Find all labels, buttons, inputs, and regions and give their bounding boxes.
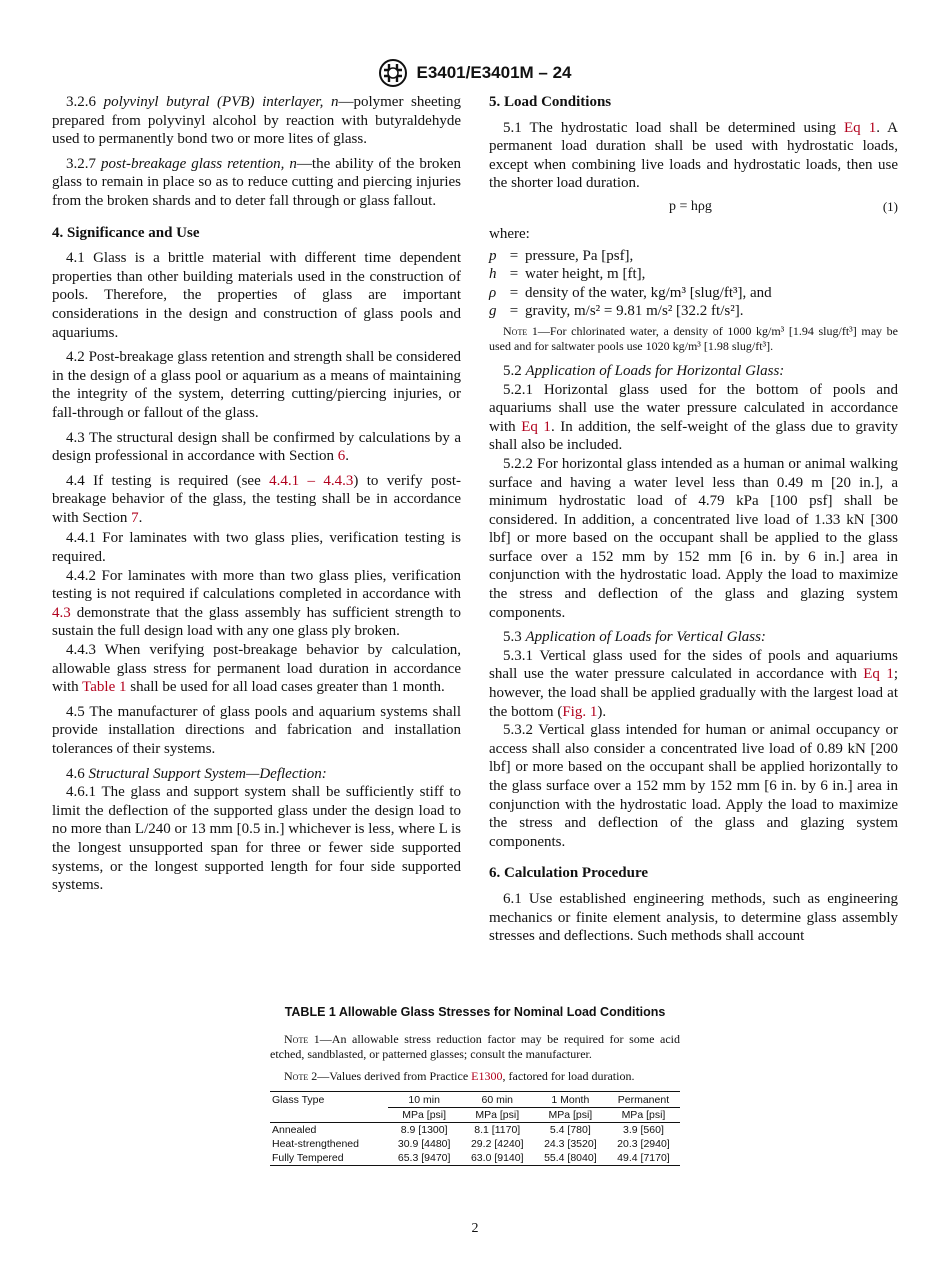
table-cell: 24.3 [3520] xyxy=(544,1138,597,1150)
column-unit: MPa [psi] xyxy=(607,1108,680,1123)
table-cell: 8.1 [1170] xyxy=(474,1124,521,1136)
table-row xyxy=(270,1137,680,1151)
definition-text: gravity, m/s² = 9.81 m/s² [32.2 ft/s²]. xyxy=(525,303,744,320)
definition-symbol: ρ xyxy=(489,284,497,301)
page-header xyxy=(0,58,950,88)
eq-1-link[interactable]: Eq 1 xyxy=(844,119,877,136)
paragraph-4-2: 4.2 Post-breakage glass retention and strength shall be considered in the design of a glass pool or aquarium as a means of maintaining the integrity of the system, deterring cutting/piercing injuries, or fall-through or fallout of the glass. xyxy=(52,349,461,421)
paragraph-5-1: 5.1 The hydrostatic load shall be determined using Eq 1. A permanent load duration shall be used with hydrostatic loads, except when combining live loads and hydrostatic loads, then use the shorter load duration. xyxy=(489,119,898,192)
right-column xyxy=(489,93,898,952)
equation-number: (1) xyxy=(882,198,898,214)
definition-text: pressure, Pa [psf], xyxy=(525,247,634,264)
definition-row xyxy=(489,247,898,266)
definition-text: density of the water, kg/m³ [slug/ft³], and xyxy=(525,284,772,301)
variable-definitions xyxy=(489,247,898,321)
section-6-heading: 6. Calculation Procedure xyxy=(489,865,649,882)
glass-type-cell: Heat-strengthened xyxy=(272,1138,359,1150)
paragraph-3-2-6: 3.2.6 polyvinyl butyral (PVB) interlayer, n—polymer sheeting prepared from polyvinyl alcohol by reaction with butyraldehyde used to permanently bond two or more lites of glass. xyxy=(52,94,462,148)
table-cell: 20.3 [2940] xyxy=(617,1138,670,1150)
figure-1-link[interactable]: Fig. 1 xyxy=(562,703,598,720)
paragraph-5-3-1: 5.3.1 Vertical glass used for the sides of pools and aquariums shall use the water pressure calculated in accordance with Eq 1; however, the load shall be applied gradually with the largest load at the bottom (Fig. 1). xyxy=(489,647,898,720)
section-4-3-link[interactable]: 4.3 xyxy=(52,604,71,621)
column-header: 60 min xyxy=(461,1092,534,1108)
column-header-glass-type: Glass Type xyxy=(270,1092,388,1108)
glass-type-cell: Fully Tempered xyxy=(270,1151,388,1166)
definition-symbol: p xyxy=(489,247,497,264)
table-1 xyxy=(270,1005,680,1166)
definition-equals: = xyxy=(509,266,519,283)
paragraph-4-1: 4.1 Glass is a brittle material with different time dependent properties than other building materials used in the construction of pools. Therefore, the properties of glass are important considerations in the design and construction of glass pools and aquariums. xyxy=(52,250,461,341)
paragraph-5-3: 5.3 Application of Loads for Vertical Glass: xyxy=(503,629,766,646)
table-note-1: Note 1—An allowable stress reduction factor may be required for some acid etched, sandblasted, or patterned glasses; consult the manufacturer. xyxy=(270,1032,680,1061)
paragraph-4-4-1: 4.4.1 For laminates with two glass plies, verification testing is required. xyxy=(52,530,461,566)
left-column xyxy=(52,93,461,901)
definition-symbol: g xyxy=(489,303,497,320)
table-1-title: TABLE 1 Allowable Glass Stresses for Nominal Load Conditions xyxy=(284,1005,666,1019)
definition-equals: = xyxy=(509,284,519,301)
table-row xyxy=(270,1123,680,1138)
definition-row xyxy=(489,302,898,321)
column-header: 10 min xyxy=(388,1092,461,1108)
column-unit: MPa [psi] xyxy=(534,1108,607,1123)
e1300-link[interactable]: E1300 xyxy=(471,1069,503,1083)
equation-expression: p = hρg xyxy=(669,198,712,214)
paragraph-5-2: 5.2 Application of Loads for Horizontal Glass: xyxy=(503,362,785,379)
definition-row xyxy=(489,284,898,303)
definition-symbol: h xyxy=(489,266,497,283)
definition-text: water height, m [ft], xyxy=(525,266,646,283)
table-cell: 3.9 [560] xyxy=(623,1124,664,1136)
stress-table xyxy=(270,1091,680,1166)
table-row xyxy=(270,1151,680,1166)
paragraph-4-4: 4.4 If testing is required (see 4.4.1 – 4.4.3) to verify post-breakage behavior of the glass, the testing shall be in accordance with Section 7. xyxy=(52,472,461,526)
page-number: 2 xyxy=(471,1221,479,1236)
section-4-heading: 4. Significance and Use xyxy=(52,224,200,241)
definition-equals: = xyxy=(509,303,519,320)
paragraph-4-6-1: 4.6.1 The glass and support system shall be sufficiently stiff to limit the deflection of the supported glass under the design load to no more than L/240 or 13 mm [0.5 in.] whichever is less, where L is the longest unsupported span for three or fewer side supported systems, or the longest supported length for four side supported systems. xyxy=(52,784,461,894)
section-7-link[interactable]: 7 xyxy=(131,509,139,526)
column-header: 1 Month xyxy=(534,1092,607,1108)
table-cell: 29.2 [4240] xyxy=(470,1138,524,1150)
table-cell: 65.3 [9470] xyxy=(388,1151,461,1166)
table-cell: 5.4 [780] xyxy=(549,1124,591,1136)
table-cell: 63.0 [9140] xyxy=(461,1151,534,1166)
definition-equals: = xyxy=(509,247,519,264)
document-designation: E3401/E3401M – 24 xyxy=(416,63,572,82)
paragraph-5-3-2: 5.3.2 Vertical glass intended for human or animal occupancy or access shall also consider a concentrated live load of 0.89 kN [200 lbf] or more based on the occupant shall be applied horizontally to the glass surface over a 152 mm by 152 mm [6 in. by 6 in.] area in conjunction with the hydrostatic load. Apply the load to maximize the stress and deflection of the glass and glazing system components. xyxy=(489,722,898,850)
glass-type-cell: Annealed xyxy=(272,1124,317,1136)
where-label: where: xyxy=(489,225,530,242)
table-note-2: Note 2—Values derived from Practice E1300, factored for load duration. xyxy=(284,1069,635,1083)
paragraph-4-5: 4.5 The manufacturer of glass pools and aquarium systems shall provide installation directions and fabrication and installation tolerances of their systems. xyxy=(52,703,461,757)
paragraph-3-2-7: 3.2.7 post-breakage glass retention, n—the ability of the broken glass to remain in place so as to reduce cutting and piercing injuries from the broken shards and to deter fall through or glass fallout. xyxy=(52,155,462,209)
eq-1-link[interactable]: Eq 1 xyxy=(521,418,551,435)
table-cell: 55.4 [8040] xyxy=(534,1151,607,1166)
column-unit: MPa [psi] xyxy=(461,1108,534,1123)
eq-1-link[interactable]: Eq 1 xyxy=(863,666,894,683)
table-cell: 30.9 [4480] xyxy=(397,1138,451,1150)
definition-row xyxy=(489,265,898,284)
paragraph-4-4-2: 4.4.2 For laminates with more than two glass plies, verification testing is not required if calculations completed in accordance with 4.3 demonstrate that the glass assembly has sufficient strength to sustain the full design load with any one glass ply broken. xyxy=(52,567,461,640)
equation-1 xyxy=(489,197,898,219)
column-unit: MPa [psi] xyxy=(388,1108,461,1123)
table-cell: 8.9 [1300] xyxy=(400,1124,448,1136)
astm-logo-icon xyxy=(378,58,408,88)
section-5-heading: 5. Load Conditions xyxy=(489,94,612,110)
section-4-4-1-link[interactable]: 4.4.1 – 4.4.3 xyxy=(269,472,354,489)
paragraph-6-1: 6.1 Use established engineering methods, such as engineering mechanics or finite element analysis, to determine glass assembly stresses and deflections. Such methods shall account xyxy=(489,890,898,945)
table-cell: 49.4 [7170] xyxy=(607,1151,680,1166)
paragraph-5-2-2: 5.2.2 For horizontal glass intended as a human or animal walking surface and having a water level less than 0.49 m [20 in.], a minimum hydrostatic load of 4.79 kPa [100 psf] shall be considered. In addition, a concentrated live load of 1.33 kN [300 lbf] or more based on the occupant shall be applied to the glass surface over a 152 mm by 152 mm [6 in. by 6 in.] area in conjunction with the hydrostatic load. Apply the load to maximize the stress and deflection of the glass and glazing system components. xyxy=(489,455,898,621)
section-6-link[interactable]: 6 xyxy=(337,448,346,465)
paragraph-4-6: 4.6 Structural Support System—Deflection: xyxy=(66,765,327,782)
paragraph-4-3: 4.3 The structural design shall be confirmed by calculations by a design professional in accordance with Section 6. xyxy=(52,429,461,465)
paragraph-4-4-3: 4.4.3 When verifying post-breakage behavior by calculation, allowable glass stress for permanent load duration in accordance with Table 1 shall be used for all load cases greater than 1 month. xyxy=(52,642,461,696)
column-header: Permanent xyxy=(607,1092,680,1108)
paragraph-5-2-1: 5.2.1 Horizontal glass used for the bottom of pools and aquariums shall use the water pressure calculated in accordance with Eq 1. In addition, the self-weight of the glass due to gravity shall also be included. xyxy=(489,381,898,454)
table-1-link[interactable]: Table 1 xyxy=(82,679,127,696)
note-1: Note 1—For chlorinated water, a density of 1000 kg/m³ [1.94 slug/ft³] may be used and for saltwater pools use 1020 kg/m³ [1.98 slug/ft³]. xyxy=(489,323,898,353)
